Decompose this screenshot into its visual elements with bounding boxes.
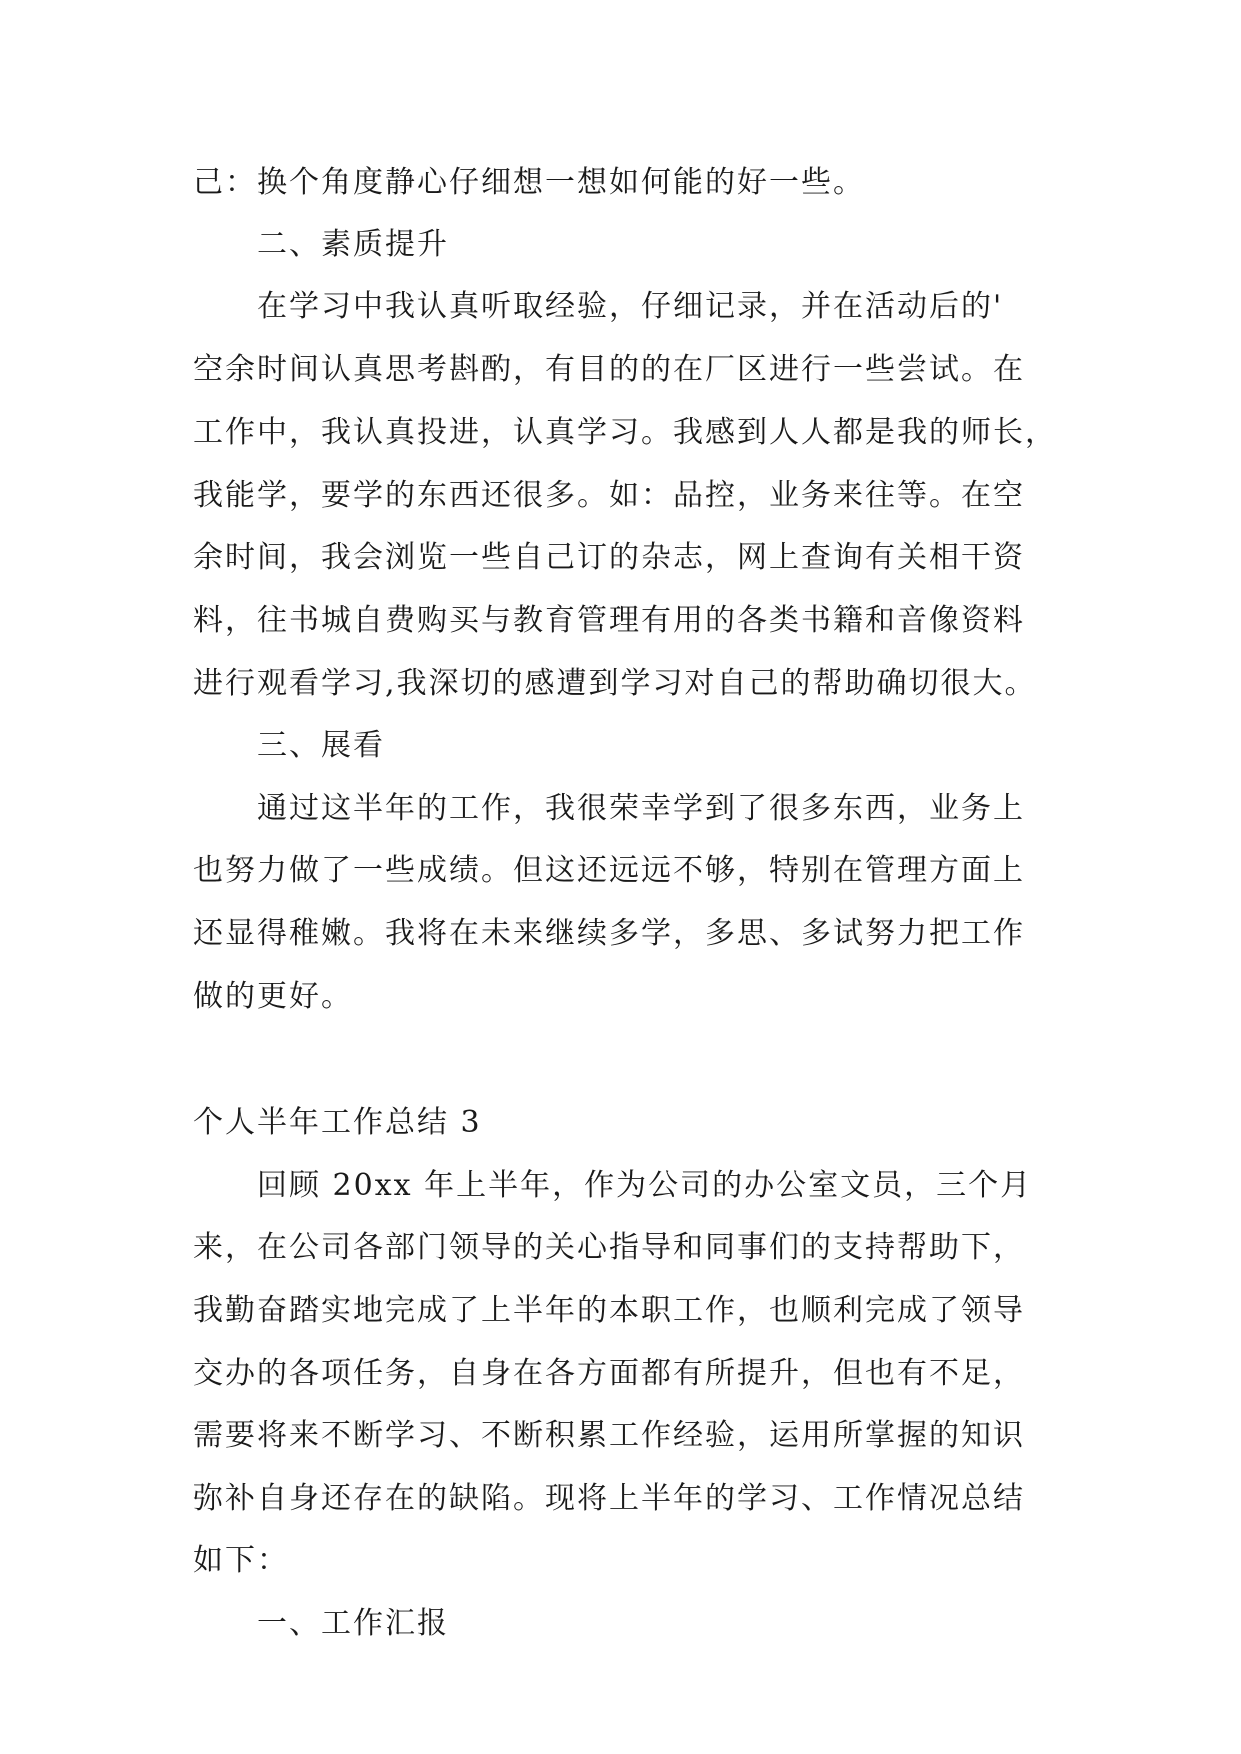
text-line: 还显得稚嫩。我将在未来继续多学，多思、多试努力把工作 <box>193 916 1025 951</box>
document-title: 个人半年工作总结 3 <box>193 1105 482 1140</box>
text-line: 进行观看学习,我深切的感遭到学习对自己的帮助确切很大。 <box>193 666 1037 701</box>
text-line: 如下： <box>193 1543 289 1578</box>
text-line: 余时间，我会浏览一些自己订的杂志，网上查询有关相干资 <box>193 540 1025 575</box>
text-line: 工作中，我认真投进，认真学习。我感到人人都是我的师长， <box>193 415 1057 450</box>
text-line: 回顾 20xx 年上半年，作为公司的办公室文员，三个月 <box>257 1168 1033 1203</box>
text-line: 己：换个角度静心仔细想一想如何能的好一些。 <box>193 165 865 200</box>
text-line: 也努力做了一些成绩。但这还远远不够，特别在管理方面上 <box>193 853 1025 888</box>
section-heading: 一、工作汇报 <box>257 1606 449 1641</box>
text-line: 做的更好。 <box>193 979 353 1014</box>
section-heading: 二、素质提升 <box>257 227 449 262</box>
text-line: 空余时间认真思考斟酌，有目的的在厂区进行一些尝试。在 <box>193 352 1025 387</box>
text-line: 我能学，要学的东西还很多。如：品控，业务来往等。在空 <box>193 478 1025 513</box>
text-line: 需要将来不断学习、不断积累工作经验，运用所掌握的知识 <box>193 1418 1025 1453</box>
section-heading: 三、展看 <box>257 728 385 763</box>
text-line: 来，在公司各部门领导的关心指导和同事们的支持帮助下， <box>193 1230 1025 1265</box>
text-line: 通过这半年的工作，我很荣幸学到了很多东西，业务上 <box>257 791 1025 826</box>
text-line: 在学习中我认真听取经验，仔细记录，并在活动后的' <box>257 289 1004 324</box>
text-line: 交办的各项任务，自身在各方面都有所提升，但也有不足， <box>193 1356 1025 1391</box>
text-line: 弥补自身还存在的缺陷。现将上半年的学习、工作情况总结 <box>193 1481 1025 1516</box>
text-line: 我勤奋踏实地完成了上半年的本职工作，也顺利完成了领导 <box>193 1293 1025 1328</box>
text-line: 料，往书城自费购买与教育管理有用的各类书籍和音像资料 <box>193 603 1025 638</box>
